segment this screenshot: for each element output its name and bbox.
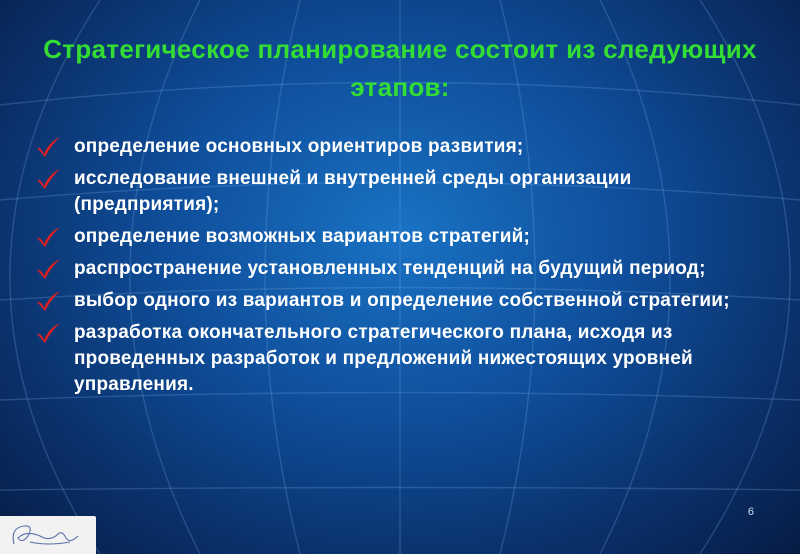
stages-list [32,134,772,404]
list-item-text: определение возможных вариантов стратегий; [74,226,531,247]
list-item [32,320,772,398]
checkmark-icon [34,167,62,191]
list-item [32,224,772,250]
list-item-text: исследование внешней и внутренней среды организации (предприятия); [74,168,632,215]
checkmark-icon [34,225,62,249]
signature-icon [0,516,96,554]
list-item-text: выбор одного из вариантов и определение собственной стратегии; [74,290,730,311]
list-item [32,288,772,314]
list-item-text: разработка окончательного стратегического плана, исходя из проведенных разработок и предложений нижестоящих уровней управления. [74,322,693,395]
list-item-text: распространение установленных тенденций на будущий период; [74,258,706,279]
slide-title: Стратегическое планирование состоит из следующих этапов: [43,34,757,102]
checkmark-icon [34,135,62,159]
checkmark-icon [34,289,62,313]
list-item [32,256,772,282]
checkmark-icon [34,257,62,281]
list-item [32,134,772,160]
list-item-text: определение основных ориентиров развития; [74,136,524,157]
checkmark-icon [34,321,62,345]
list-item [32,166,772,218]
page-number: 6 [747,506,754,518]
signature-stamp [0,516,96,554]
